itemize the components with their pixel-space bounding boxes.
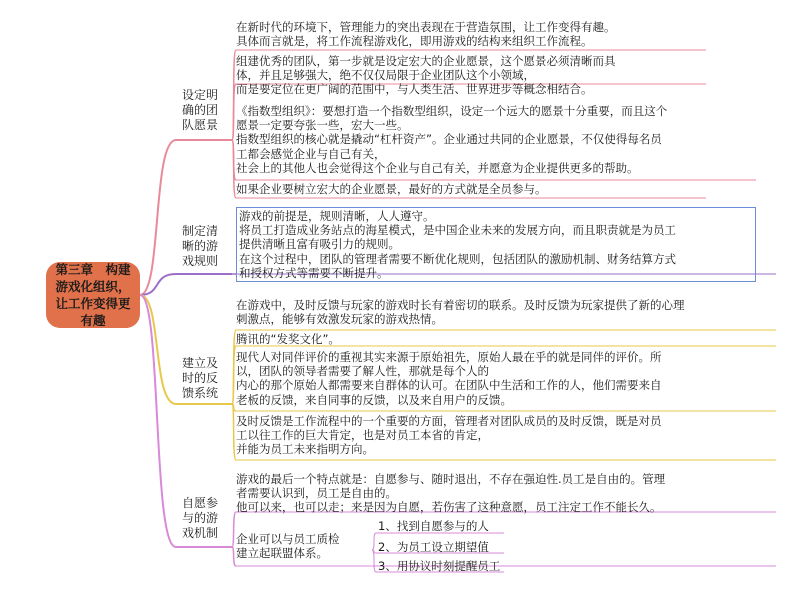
leaf-vision-2[interactable]: 组建优秀的团队，第一步就是设定宏大的企业愿景，这个愿景必须清晰而具 体，并且足够强大，绝不仅仅局限于企业团队这个小领域， 而是要定位在更广阔的范围中，与人类生活、世界进步等概念相结合。 (236, 54, 616, 97)
leaf-feedback-1[interactable]: 在游戏中，及时反馈与玩家的游戏时长有着密切的联系。及时反馈为玩家提供了新的心理 刺激点，能够有效激发玩家的游戏热情。 (236, 298, 685, 327)
leaf-feedback-4[interactable]: 及时反馈是工作流程中的一个重要的方面，管理者对团队成员的及时反馈，既是对员 工以往工作的巨大肯定，也是对员工本省的肯定， 并能为员工未来指明方向。 (236, 414, 662, 457)
subleaf-voluntary-1[interactable]: 1、找到自愿参与的人 (378, 519, 489, 533)
leaf-voluntary-2[interactable]: 企业可以与员工质检 建立起联盟体系。 (236, 532, 340, 561)
branch-node-feedback[interactable]: 建立及时的反馈系统 (182, 356, 219, 400)
root-node[interactable]: 第三章 构建游戏化组织，让工作变得更有趣 (46, 262, 140, 328)
leaf-voluntary-1[interactable]: 游戏的最后一个特点就是：自愿参与、随时退出，不存在强迫性.员工是自由的。管理 者需要认识到，员工是自由的。 他可以来，也可以走；来是因为自愿，若伤害了这种意愿，员工注定工作不能长久。 (236, 472, 666, 515)
subleaf-voluntary-3[interactable]: 3、用协议时刻提醒员工 (378, 559, 501, 573)
branch-node-voluntary[interactable]: 自愿参与的游戏机制 (182, 496, 219, 540)
branch-node-vision[interactable]: 设定明确的团队愿景 (182, 88, 219, 132)
leaf-rules-1[interactable]: 游戏的前提是，规则清晰，人人遵守。 将员工打造成业务站点的海星模式，是中国企业未来的发展方向，而且职责就是为员工 提供清晰且富有吸引力的规则。 在这个过程中，团队的管理者需要不断优化规则，包括团队的激励机制、财务结算方式 和授权方式等需要不断提升。 (236, 207, 756, 282)
root-to-branch-4 (140, 295, 176, 547)
subleaf-connector-1 (372, 533, 376, 550)
subleaf-voluntary-2[interactable]: 2、为员工设立期望值 (378, 540, 489, 554)
branch-node-rules[interactable]: 制定清晰的游戏规则 (182, 224, 219, 268)
root-to-branch-1 (140, 140, 176, 295)
leaf-feedback-2[interactable]: 腾讯的“发奖文化”。 (236, 332, 340, 346)
leaf-vision-3[interactable]: 《指数型组织》：要想打造一个指数型组织，设定一个远大的愿景十分重要，而且这个 愿景一定要夸张一些，宏大一些。 指数型组织的核心就是撬动“杠杆资产”。企业通过共同的企业愿景，不仅使得每名员 工都会感觉企业与自己有关， 社会上的其他人也会觉得这个企业与自己有关，并愿意为企业提供更多的帮助。 (236, 104, 668, 175)
leaf-vision-1[interactable]: 在新时代的环境下，管理能力的突出表现在于营造氛围，让工作变得有趣。 具体而言就是，将工作流程游戏化，即用游戏的结构来组织工作流程。 (236, 20, 616, 49)
leaf-feedback-3[interactable]: 现代人对同伴评价的重视其实来源于原始祖先，原始人最在乎的就是同伴的评价。所 以，团队的领导者需要了解人性，那就是每个人的 内心的那个原始人都需要来自群体的认可。在团队中生活和工作的人，他们需要来自 老板的反馈，来自同事的反馈，以及来自用户的反馈。 (236, 350, 662, 407)
root-to-branch-3 (140, 295, 176, 404)
leaf-vision-4[interactable]: 如果企业要树立宏大的企业愿景，最好的方式就是全员参与。 (236, 182, 547, 196)
